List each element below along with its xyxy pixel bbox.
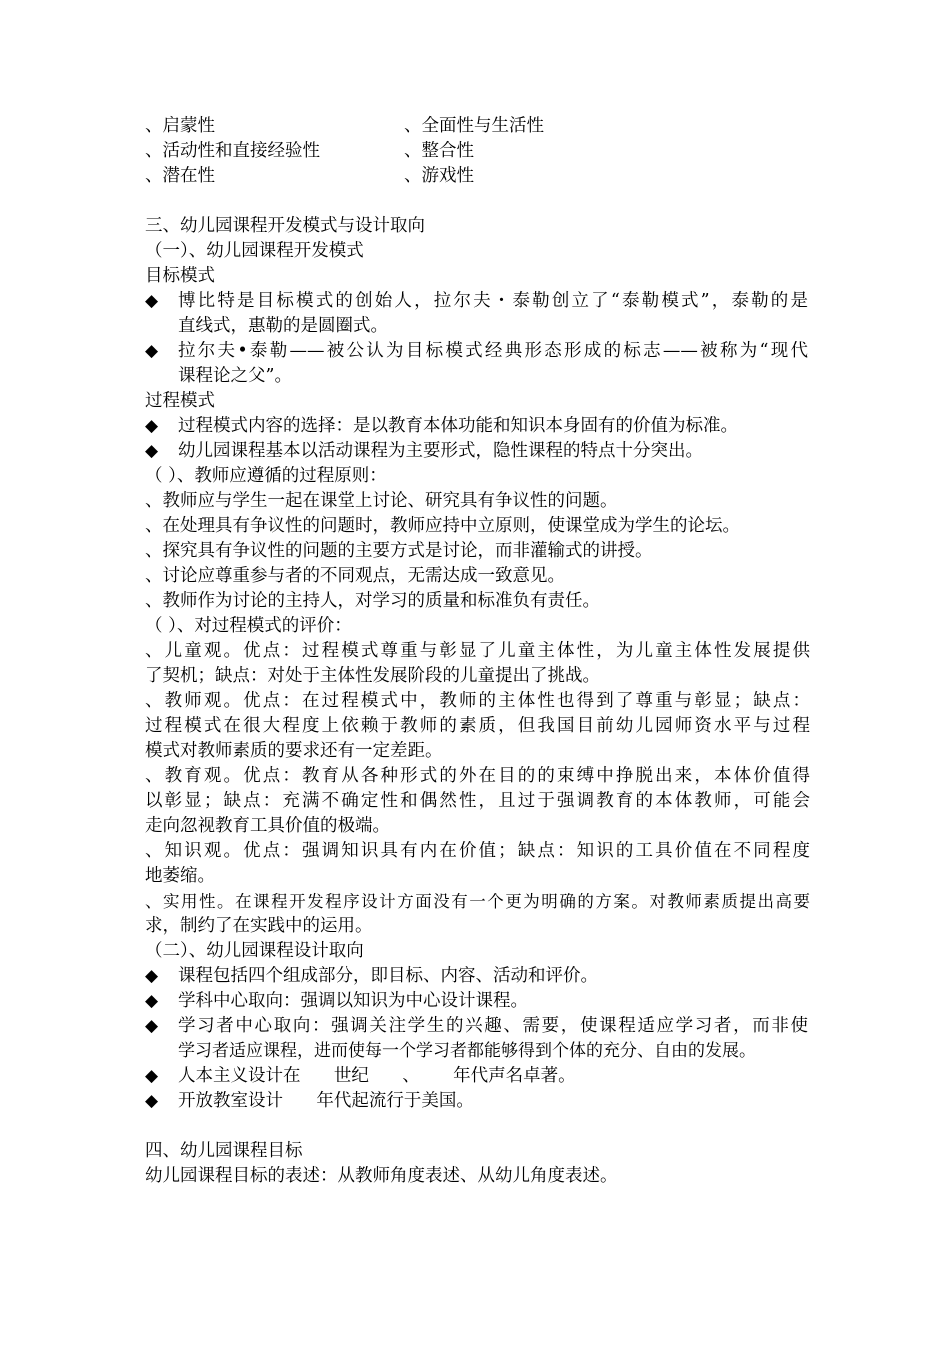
design-bullet-4: 人本主义设计在 世纪 、 年代声名卓著。: [178, 1066, 576, 1086]
evaluation-line: 、教育观。优点：教育从各种形式的外在目的的束缚中挣脱出来，本体价值得: [145, 766, 810, 786]
subsection-2-heading: （二）、幼儿园课程设计取向: [145, 941, 364, 961]
bullet-icon: ◆: [145, 441, 159, 461]
principle-item: 、教师作为讨论的主持人，对学习的质量和标准负有责任。: [145, 591, 600, 611]
goal-bullet-1-line-2: 直线式，惠勒的是圆圈式。: [178, 316, 388, 336]
process-model-label: 过程模式: [145, 391, 215, 411]
evaluation-line: 、教师观。优点：在过程模式中，教师的主体性也得到了尊重与彰显；缺点：: [145, 691, 810, 711]
evaluation-line: 、实用性。在课程开发程序设计方面没有一个更为明确的方案。对教师素质提出高要: [145, 892, 810, 911]
evaluation-title: （ ）、对过程模式的评价：: [145, 616, 352, 636]
evaluation-line: 模式对教师素质的要求还有一定差距。: [145, 741, 443, 761]
principles-title: （ ）、教师应遵循的过程原则：: [145, 466, 387, 486]
section4-heading: 四、幼儿园课程目标: [145, 1141, 303, 1161]
section4-line: 幼儿园课程目标的表述：从教师角度表述、从幼儿角度表述。: [145, 1166, 618, 1186]
process-bullet-1: 过程模式内容的选择：是以教育本体功能和知识本身固有的价值为标准。: [178, 416, 738, 436]
evaluation-line: 求，制约了在实践中的运用。: [145, 916, 373, 936]
evaluation-line: 走向忽视教育工具价值的极端。: [145, 816, 390, 836]
design-bullet-5: 开放教室设计 年代起流行于美国。: [178, 1091, 474, 1111]
principle-item: 、讨论应尊重参与者的不同观点，无需达成一致意见。: [145, 566, 565, 586]
design-bullet-3-line-1: 学习者中心取向：强调关注学生的兴趣、需要，使课程适应学习者，而非使: [178, 1016, 808, 1036]
bullet-icon: ◆: [145, 1066, 159, 1086]
goal-bullet-1-line-1: 博比特是目标模式的创始人，拉尔夫・泰勒创立了“泰勒模式”，泰勒的是: [178, 291, 808, 311]
bullet-icon: ◆: [145, 1091, 159, 1111]
bullet-icon: ◆: [145, 966, 159, 986]
evaluation-line: 过程模式在很大程度上依赖于教师的素质，但我国目前幼儿园师资水平与过程: [145, 716, 810, 736]
design-bullet-3-line-2: 学习者适应课程，进而使每一个学习者都能够得到个体的充分、自由的发展。: [178, 1041, 756, 1061]
bullet-icon: ◆: [145, 1016, 159, 1036]
principle-item: 、在处理具有争议性的问题时，教师应持中立原则，使课堂成为学生的论坛。: [145, 516, 740, 536]
trait-left-1: 、启蒙性: [145, 116, 215, 136]
trait-left-3: 、潜在性: [145, 166, 215, 186]
principle-item: 、探究具有争议性的问题的主要方式是讨论，而非灌输式的讲授。: [145, 541, 653, 561]
evaluation-line: 、儿童观。优点：过程模式尊重与彰显了儿童主体性，为儿童主体性发展提供: [145, 641, 810, 661]
subsection-1-heading: （一）、幼儿园课程开发模式: [145, 241, 364, 261]
design-bullet-2: 学科中心取向：强调以知识为中心设计课程。: [178, 991, 528, 1011]
goal-bullet-2-line-1: 拉尔夫•泰勒——被公认为目标模式经典形态形成的标志——被称为“现代: [178, 341, 808, 361]
process-bullet-2: 幼儿园课程基本以活动课程为主要形式，隐性课程的特点十分突出。: [178, 441, 703, 461]
design-bullet-1: 课程包括四个组成部分，即目标、内容、活动和评价。: [178, 966, 598, 986]
bullet-icon: ◆: [145, 291, 159, 311]
evaluation-line: 地萎缩。: [145, 866, 215, 886]
bullet-icon: ◆: [145, 416, 159, 436]
evaluation-line: 、知识观。优点：强调知识具有内在价值；缺点：知识的工具价值在不同程度: [145, 841, 810, 861]
trait-right-2: 、整合性: [404, 141, 474, 161]
bullet-icon: ◆: [145, 341, 159, 361]
trait-right-3: 、游戏性: [404, 166, 474, 186]
goal-model-label: 目标模式: [145, 266, 215, 286]
trait-left-2: 、活动性和直接经验性: [145, 141, 320, 161]
principle-item: 、教师应与学生一起在课堂上讨论、研究具有争议性的问题。: [145, 491, 618, 511]
evaluation-line: 了契机；缺点：对处于主体性发展阶段的儿童提出了挑战。: [145, 666, 600, 686]
section3-heading: 三、幼儿园课程开发模式与设计取向: [145, 216, 425, 236]
goal-bullet-2-line-2: 课程论之父”。: [178, 366, 292, 386]
bullet-icon: ◆: [145, 991, 159, 1011]
trait-right-1: 、全面性与生活性: [404, 116, 544, 136]
evaluation-line: 以彰显；缺点：充满不确定性和偶然性，且过于强调教育的本体教师，可能会: [145, 791, 810, 811]
